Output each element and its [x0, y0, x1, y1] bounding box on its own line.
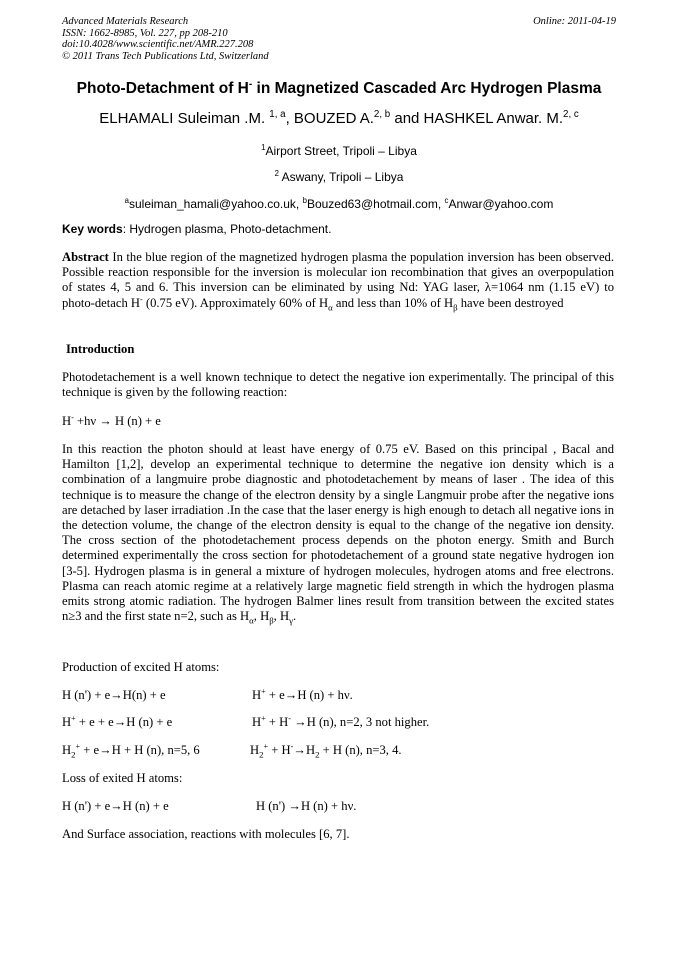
journal-header [62, 16, 616, 62]
author-list [0, 110, 678, 127]
balmer-alpha: α [249, 615, 254, 626]
abstract-text-3: and less than 10% of H [332, 295, 454, 310]
online-date: Online: 2011-04-19 [533, 16, 616, 27]
author-2: , BOUZED A. [285, 110, 374, 127]
email-c: Anwar@yahoo.com [448, 197, 554, 211]
r3-right-sup2: - [290, 741, 294, 751]
author-1: ELHAMALI Suleiman .M. [99, 110, 270, 127]
r3-left-b: + e→H + H (n), n=5, 6 [80, 743, 200, 757]
issn-line: ISSN: 1662-8985, Vol. 227, pp 208-210 [62, 27, 228, 39]
balmer-sep-2: , H [273, 609, 290, 624]
affiliation-1 [0, 144, 678, 158]
paper-title [0, 80, 678, 98]
affiliation-2-mark: 2 [274, 169, 279, 178]
affiliation-2 [0, 170, 678, 184]
r2-right-c: →H (n), n=2, 3 not higher. [290, 715, 430, 729]
reaction-1-right [252, 688, 353, 703]
title-text-start: Photo-Detachment of H [76, 80, 249, 97]
introduction-heading [66, 342, 134, 357]
email-a: suleiman_hamali@yahoo.co.uk, [128, 197, 303, 211]
abstract-label: Abstract [62, 250, 109, 264]
production-heading: Production of excited H atoms: [62, 660, 220, 674]
abstract-sup: - [140, 294, 143, 304]
r3-right-sub2: 2 [315, 749, 320, 760]
reaction-3-left [62, 743, 200, 758]
r3-left-a: H [62, 743, 72, 757]
r3-right-a: H [250, 743, 260, 757]
abstract-sub-beta: β [453, 302, 458, 313]
introduction-heading-text: Introduction [66, 342, 135, 356]
intro-paragraph-2-text: In this reaction the photon should at least have energy of 0.75 eV. Based on this principal , Bacal and Hamilton [1,2], develop an experimental technique to determine the negative ion density which is a combination of a langmuire probe diagnostic and photodetachement by means of laser . The idea of this technique is to measure the change of the electron density by a single Langmuir probe after the negative ions are detached by laser irradiation .In the case that the laser energy is high enough to detach all negative ions in the detection volume, the change of the electron density is equal to the change of the negative ion density. The cross section of the photodetachement process depends on the photon energy. Smith and Burch determined experimentally the cross section for photodetachement of a ground state negative hydrogen ion [3-5]. Hydrogen plasma is in general a mixture of hydrogen molecules, hydrogen atoms and free electrons. Plasma can reach atomic regime at a relatively large magnetic field strength in which the hydrogen plasma emits strong atomic radiation. The hydrogen Balmer lines result from transition between the excited states n≥3 and the first state n=2, such as H [62, 442, 614, 624]
doi-line: doi:10.4028/www.scientific.net/AMR.227.208 [62, 39, 254, 50]
photodetachment-reaction [62, 414, 161, 429]
email-b: Bouzed63@hotmail.com, [306, 197, 445, 211]
r2-right-sup2: - [288, 713, 291, 723]
r3-right-b: + H [268, 743, 291, 757]
surface-association-line: And Surface association, reactions with molecules [6, 7]. [62, 827, 350, 841]
abstract-sub-alpha: α [328, 302, 333, 313]
r2-right-sup1: + [261, 713, 266, 723]
r2-left-rest: + e + e→H (n) + e [75, 715, 173, 729]
intro-paragraph-1: Photodetachement is a well known technique to detect the negative ion experimentally. The principal of this technique is given by the following reaction: [62, 370, 614, 400]
journal-name: Advanced Materials Research [62, 16, 189, 27]
author-3: and HASHKEL Anwar. M. [390, 110, 564, 127]
affiliation-1-text: Airport Street, Tripoli – Libya [265, 144, 417, 158]
loss-heading: Loss of exited H atoms: [62, 771, 183, 785]
reaction-4-left: H (n') + e→H (n) + e [62, 799, 169, 813]
r2-left-sup: + [71, 713, 76, 723]
copyright-line: © 2011 Trans Tech Publications Ltd, Switzerland [62, 50, 269, 62]
author-1-mark: 1, a [269, 109, 286, 120]
r1-right-sup: + [261, 686, 266, 696]
abstract-text-1: In the blue region of the magnetized hydrogen plasma the population inversion has been observed. Possible reaction responsible for the inversion is molecular ion recombination that gives an overpopulation of states 4, 5 and 6. This inversion can be eliminated by using Nd: YAG laser, λ=1064 nm (1.15 eV) to photo-detach H [62, 250, 614, 310]
r1-right-rest: + e→H (n) + hν. [265, 688, 353, 702]
balmer-sep-1: , H [253, 609, 270, 624]
email-b-mark: b [302, 196, 307, 205]
email-a-mark: a [124, 196, 129, 205]
keywords-label: Key words [62, 222, 123, 236]
r1-right-h: H [252, 688, 262, 702]
balmer-end: . [292, 609, 297, 624]
affiliation-2-text: Aswany, Tripoli – Libya [278, 170, 404, 184]
reaction-3-right [250, 743, 402, 758]
r3-left-sub: 2 [71, 749, 76, 760]
r2-right-a: H [252, 715, 262, 729]
affiliation-1-mark: 1 [261, 143, 266, 152]
reaction-2-right [252, 715, 429, 730]
author-3-mark: 2, c [563, 109, 579, 120]
title-sup: - [248, 78, 253, 90]
abstract-text-2: (0.75 eV). Approximately 60% of H [142, 295, 329, 310]
balmer-gamma: γ [289, 615, 293, 626]
reaction-h: H [62, 414, 72, 428]
r3-right-d: + H (n), n=3, 4. [319, 743, 402, 757]
title-text-end: in Magnetized Cascaded Arc Hydrogen Plasma [252, 80, 602, 97]
abstract-paragraph [62, 250, 614, 311]
reaction-2-left [62, 715, 172, 730]
keywords-line [62, 222, 331, 236]
r3-right-sub1: 2 [259, 749, 264, 760]
r3-right-sup1: + [263, 741, 269, 751]
reaction-rest: +hν → H (n) + e [73, 414, 161, 428]
keywords-text: : Hydrogen plasma, Photo-detachment. [122, 222, 332, 236]
r3-right-c: →H [293, 743, 316, 757]
reaction-4-right: H (n') →H (n) + hν. [256, 799, 357, 813]
reaction-sup: - [71, 412, 74, 422]
r2-right-b: + H [265, 715, 289, 729]
intro-paragraph-2 [62, 442, 614, 624]
email-line [0, 197, 678, 211]
r2-left-h: H [62, 715, 72, 729]
author-2-mark: 2, b [373, 109, 391, 120]
r3-left-sup: + [75, 741, 81, 751]
email-c-mark: c [444, 196, 449, 205]
balmer-beta: β [269, 615, 274, 626]
abstract-text-4: have been destroyed [457, 295, 564, 310]
reaction-1-left: H (n') + e→H(n) + e [62, 688, 166, 702]
